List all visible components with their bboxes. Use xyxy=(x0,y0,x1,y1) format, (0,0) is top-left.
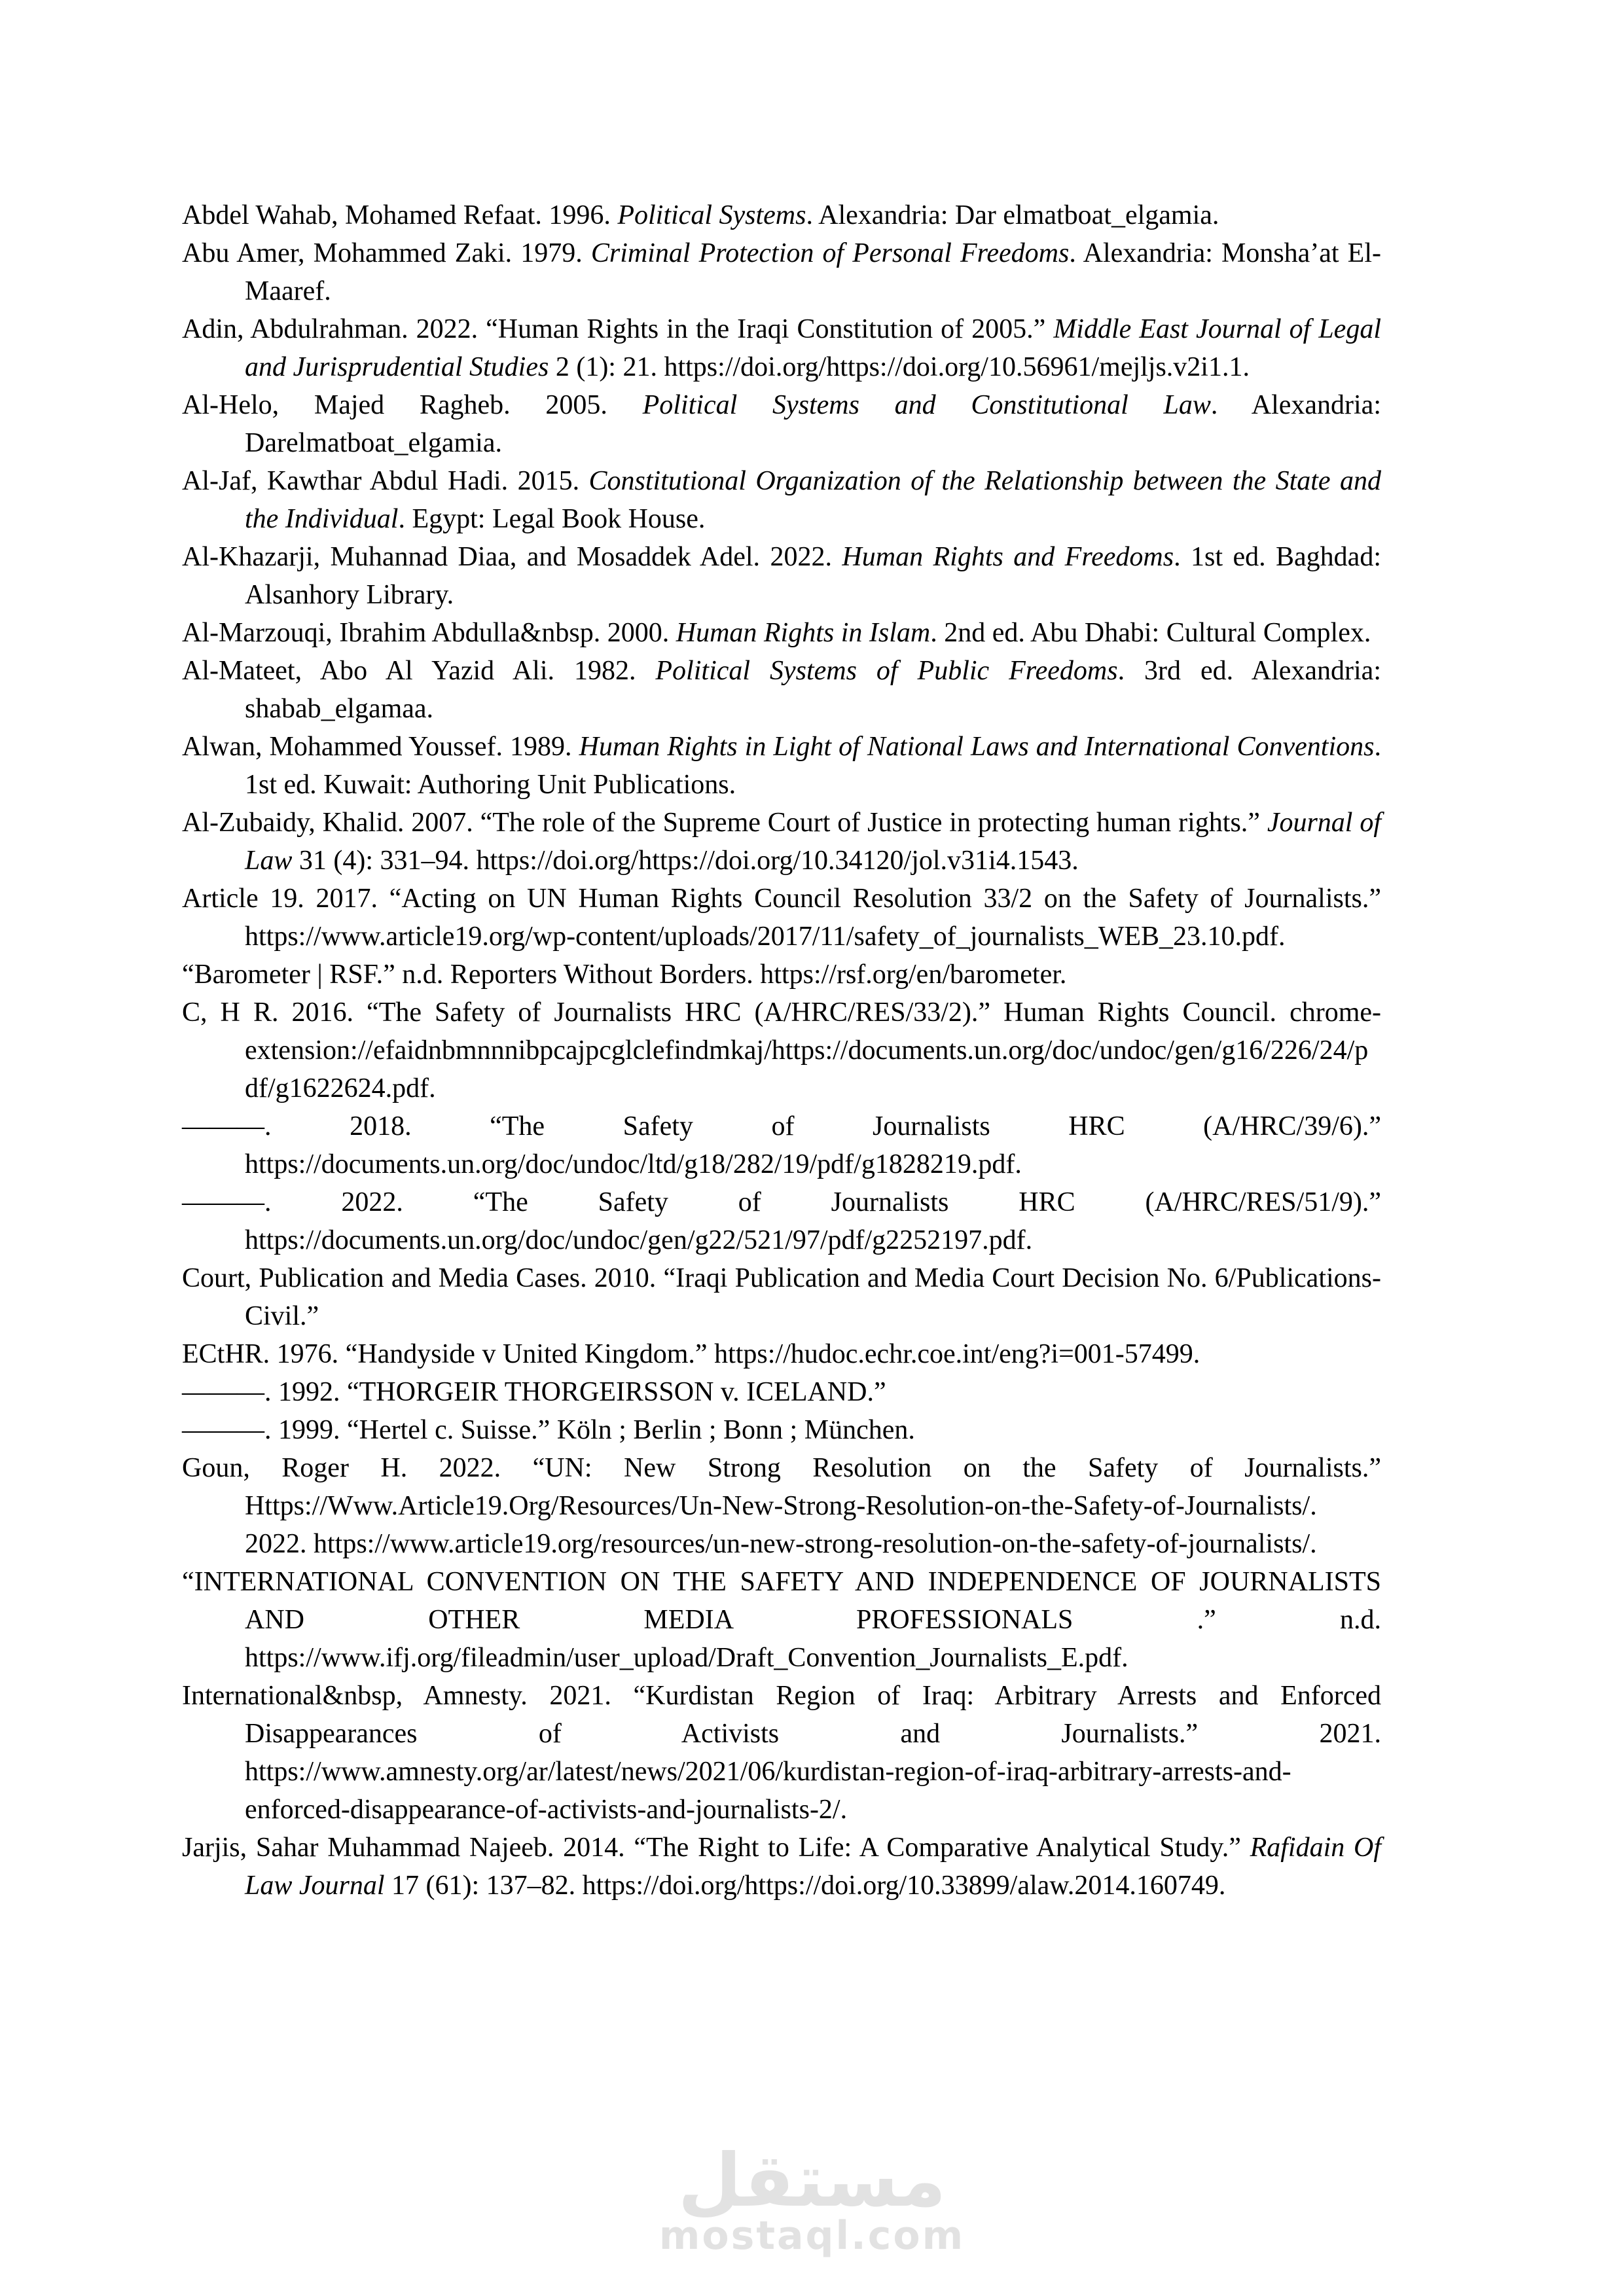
reference-text: . 1st ed. Baghdad: Alsanhory Library. xyxy=(245,542,1381,610)
reference-entry xyxy=(182,1829,1381,1905)
mostaql-logo-arabic: مستقل xyxy=(677,2138,947,2223)
reference-text: 2 (1): 21. https://doi.org/https://doi.org/10.56961/mejljs.v2i1.1. xyxy=(549,352,1250,382)
reference-title-italic: Journal of Law xyxy=(245,808,1381,876)
references-list xyxy=(182,196,1381,1905)
reference-text: Al-Jaf, Kawthar Abdul Hadi. 2015. xyxy=(182,466,589,496)
reference-entry xyxy=(182,956,1381,994)
reference-entry xyxy=(182,1259,1381,1335)
reference-entry xyxy=(182,804,1381,880)
reference-entry xyxy=(182,1373,1381,1411)
reference-text: . Alexandria: Monsha’at El-Maaref. xyxy=(245,238,1381,306)
reference-title-italic: Political Systems xyxy=(617,200,806,230)
reference-entry xyxy=(182,728,1381,804)
reference-entry xyxy=(182,234,1381,310)
reference-text: Abdel Wahab, Mohamed Refaat. 1996. xyxy=(182,200,618,230)
reference-text: Alwan, Mohammed Youssef. 1989. xyxy=(182,732,579,762)
reference-text: ———. 1999. “Hertel c. Suisse.” Köln ; Berlin ; Bonn ; München. xyxy=(182,1415,915,1445)
reference-title-italic: Criminal Protection of Personal Freedoms xyxy=(590,238,1070,268)
reference-text: . Egypt: Legal Book House. xyxy=(398,504,706,534)
reference-entry xyxy=(182,538,1381,614)
reference-text: ECtHR. 1976. “Handyside v United Kingdom.” https://hudoc.echr.coe.int/eng?i=001-57499. xyxy=(182,1339,1200,1369)
reference-text: ———. 2022. “The Safety of Journalists HRC (A/HRC/RES/51/9).” https://documents.un.org/doc/undoc/gen/g22/521/97/pdf/g2252197.pdf. xyxy=(182,1187,1381,1255)
reference-title-italic: Human Rights in Islam xyxy=(676,618,931,648)
reference-text: ———. 2018. “The Safety of Journalists HRC (A/HRC/39/6).” https://documents.un.org/doc/undoc/ltd/g18/282/19/pdf/g1828219.pdf. xyxy=(182,1111,1381,1179)
reference-text: Jarjis, Sahar Muhammad Najeeb. 2014. “The Right to Life: A Comparative Analytical Study.” xyxy=(182,1833,1250,1863)
reference-title-italic: Constitutional Organization of the Relationship between the State and the Individual xyxy=(245,466,1381,534)
reference-entry xyxy=(182,1563,1381,1677)
reference-entry xyxy=(182,386,1381,462)
reference-entry xyxy=(182,196,1381,234)
reference-text: 31 (4): 331–94. https://doi.org/https://doi.org/10.34120/jol.v31i4.1543. xyxy=(292,846,1079,876)
reference-text: “INTERNATIONAL CONVENTION ON THE SAFETY AND INDEPENDENCE OF JOURNALISTS AND OTHER MEDIA PROFESSIONALS .” n.d. https://www.ifj.org/fileadmin/user_upload/Draft_Convention_Journalists_E.pdf. xyxy=(182,1567,1381,1673)
reference-text: C, H R. 2016. “The Safety of Journalists HRC (A/HRC/RES/33/2).” Human Rights Council. chrome-extension://efaidnbmnnnibpcajpcglclefindmkaj/https://documents.un.org/doc/undoc/gen/g16/226/24/pdf/g1622624.pdf. xyxy=(182,997,1381,1103)
reference-text: Al-Zubaidy, Khalid. 2007. “The role of the Supreme Court of Justice in protecting human rights.” xyxy=(182,808,1267,838)
reference-entry xyxy=(182,462,1381,538)
reference-text: Goun, Roger H. 2022. “UN: New Strong Resolution on the Safety of Journalists.” Https://Www.Article19.Org/Resources/Un-New-Strong-Resolution-on-the-Safety-of-Journalists/. 2022. https://www.article19.org/resources/un-new-strong-resolution-on-the-safety-of-journalists/. xyxy=(182,1453,1381,1559)
reference-text: International&nbsp, Amnesty. 2021. “Kurdistan Region of Iraq: Arbitrary Arrests and Enforced Disappearances of Activists and Journalists.” 2021. https://www.amnesty.org/ar/latest/news/2021/06/kurdistan-region-of-iraq-arbitrary-arrests-and-enforced-disappearance-of-activists-and-journalists-2/. xyxy=(182,1681,1381,1825)
reference-entry xyxy=(182,652,1381,728)
reference-text: Court, Publication and Media Cases. 2010. “Iraqi Publication and Media Court Decision No. 6/Publications-Civil.” xyxy=(182,1263,1381,1331)
reference-title-italic: Rafidain Of Law Journal xyxy=(245,1833,1381,1901)
reference-text: Al-Mateet, Abo Al Yazid Ali. 1982. xyxy=(182,656,656,686)
reference-title-italic: Human Rights and Freedoms xyxy=(842,542,1174,572)
reference-text: Al-Helo, Majed Ragheb. 2005. xyxy=(182,390,643,420)
reference-text: Adin, Abdulrahman. 2022. “Human Rights in the Iraqi Constitution of 2005.” xyxy=(182,314,1054,344)
reference-title-italic: Political Systems and Constitutional Law xyxy=(642,390,1211,420)
reference-text: . 1st ed. Kuwait: Authoring Unit Publications. xyxy=(245,732,1381,800)
reference-text: ———. 1992. “THORGEIR THORGEIRSSON v. ICELAND.” xyxy=(182,1377,886,1407)
reference-entry xyxy=(182,880,1381,956)
reference-text: 17 (61): 137–82. https://doi.org/https://doi.org/10.33899/alaw.2014.160749. xyxy=(384,1871,1226,1901)
reference-text: Abu Amer, Mohammed Zaki. 1979. xyxy=(182,238,591,268)
reference-entry xyxy=(182,1183,1381,1259)
reference-entry xyxy=(182,1107,1381,1183)
reference-text: Al-Marzouqi, Ibrahim Abdulla&nbsp. 2000. xyxy=(182,618,676,648)
reference-text: Article 19. 2017. “Acting on UN Human Rights Council Resolution 33/2 on the Safety of Journalists.” https://www.article19.org/wp-content/uploads/2017/11/safety_of_journalists_WEB_23.10.pdf. xyxy=(182,884,1381,952)
reference-text: “Barometer | RSF.” n.d. Reporters Without Borders. https://rsf.org/en/barometer. xyxy=(182,960,1067,990)
reference-entry xyxy=(182,1411,1381,1449)
mostaql-watermark xyxy=(0,2138,1624,2259)
reference-entry xyxy=(182,310,1381,386)
reference-title-italic: Human Rights in Light of National Laws and International Conventions xyxy=(579,732,1375,762)
reference-entry xyxy=(182,1677,1381,1829)
reference-text: Al-Khazarji, Muhannad Diaa, and Mosaddek Adel. 2022. xyxy=(182,542,842,572)
reference-text: . Alexandria: Dar elmatboat_elgamia. xyxy=(806,200,1219,230)
reference-entry xyxy=(182,994,1381,1107)
reference-text: . 3rd ed. Alexandria: shabab_elgamaa. xyxy=(245,656,1381,724)
reference-text: . Alexandria: Darelmatboat_elgamia. xyxy=(245,390,1381,458)
mostaql-domain: mostaql.com xyxy=(659,2213,965,2259)
reference-title-italic: Political Systems of Public Freedoms xyxy=(655,656,1118,686)
reference-entry xyxy=(182,614,1381,652)
reference-text: . 2nd ed. Abu Dhabi: Cultural Complex. xyxy=(930,618,1371,648)
reference-entry xyxy=(182,1449,1381,1563)
reference-title-italic: Middle East Journal of Legal and Jurisprudential Studies xyxy=(245,314,1381,382)
reference-entry xyxy=(182,1335,1381,1373)
